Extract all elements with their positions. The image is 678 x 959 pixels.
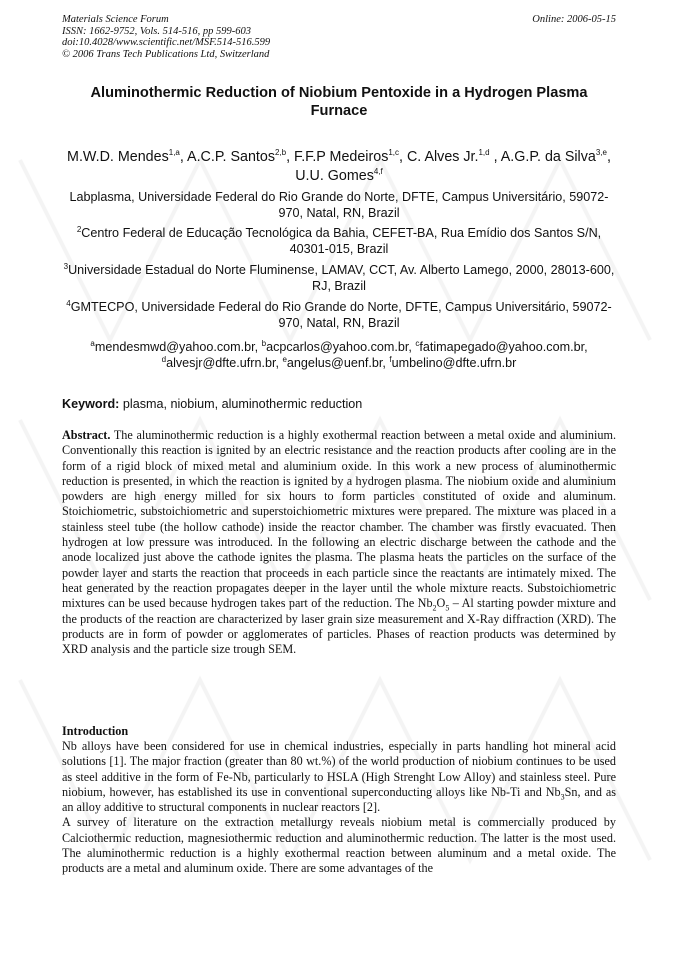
abstract-text: O (436, 596, 446, 611)
abstract-text: – Al starting powder mixture and the products of the reaction are characterized by laser grain size measurement and X-Ray diffraction (XRD). The products are in form of powder or agglomerates of particles. Phases of reaction products was determined by XRD analysis and the particle size trough SEM. (62, 596, 616, 657)
author-sup: 2,b (274, 148, 287, 158)
author-sup: 3,e (595, 148, 607, 158)
affiliation-4 (62, 300, 616, 331)
introduction-paragraph (62, 739, 616, 815)
online-date: Online: 2006-05-15 (532, 14, 616, 25)
subscript: 3 (560, 792, 565, 802)
abstract-label: Abstract. (62, 428, 111, 442)
email-list (62, 340, 616, 371)
affiliation-1 (62, 190, 616, 221)
email-sup: f (389, 354, 392, 364)
issn-line: ISSN: 1662-9752, Vols. 514-516, pp 599-603 (62, 25, 251, 37)
subscript: 5 (445, 603, 450, 613)
affiliation-2 (62, 226, 616, 257)
author-sup: 1,d (478, 148, 490, 158)
author-name: , A.G.P. da Silva (489, 149, 596, 165)
email-link[interactable]: angelus@uenf.br, (286, 355, 390, 370)
introduction-body (62, 739, 616, 877)
email-link[interactable]: alvesjr@dfte.ufrn.br, (166, 355, 283, 370)
keyword-label: Keyword: (62, 397, 120, 411)
keyword-text: plasma, niobium, aluminothermic reduction (119, 397, 363, 411)
author-sup: 1,a (168, 148, 180, 158)
affiliation-number: 4 (66, 298, 71, 308)
email-sup: c (415, 338, 420, 348)
email-link[interactable]: mendesmwd@yahoo.com.br, (94, 340, 262, 354)
introduction-text: Nb alloys have been considered for use in chemical industries, especially in parts handling hot mineral acid solutions [1]. The major fraction (greater than 80 wt.%) of the world production of niobium continues to be used as steel additive in the form of Fe-Nb, particularly to HSLA (High Strenght Low Alloy) and stainless steel. Pure niobium, however, has established its use in conventional superconducting alloys like Nb-Ti and Nb (62, 739, 616, 799)
email-sup: e (282, 354, 287, 364)
introduction-heading: Introduction (62, 724, 129, 738)
author-name: M.W.D. Mendes (67, 149, 169, 165)
email-link[interactable]: umbelino@dfte.ufrn.br (391, 355, 517, 370)
email-sup: d (161, 354, 167, 364)
author-name: , F.F.P Medeiros (286, 149, 389, 165)
email-link[interactable]: acpcarlos@yahoo.com.br, (266, 340, 416, 354)
journal-header (62, 14, 616, 60)
affiliation-3 (62, 263, 616, 294)
author-name: , U.U. Gomes (295, 149, 611, 184)
affiliation-text: GMTECPO, Universidade Federal do Rio Grande do Norte, DFTE, Campus Universitário, 59072-970, Natal, RN, Brazil (70, 300, 612, 330)
subscript: 2 (432, 603, 437, 613)
affiliation-number: 2 (76, 224, 82, 234)
author-sup: 1,c (388, 148, 400, 158)
introduction-text: Sn, and as an alloy additive to structural components in nuclear reactors [2]. (62, 784, 616, 815)
keyword-line (62, 397, 616, 411)
author-list (62, 148, 616, 186)
author-sup: 4,f (373, 167, 383, 177)
email-sup: a (90, 338, 95, 348)
author-name: , A.C.P. Santos (179, 149, 275, 165)
email-link[interactable]: fatimapegado@yahoo.com.br, (419, 340, 588, 354)
affiliation-number: 3 (63, 261, 69, 271)
email-sup: b (261, 338, 267, 348)
affiliation-text: Centro Federal de Educação Tecnológica da Bahia, CEFET-BA, Rua Emídio dos Santos S/N, 40301-015, Brazil (81, 226, 602, 256)
affiliation-text: Labplasma, Universidade Federal do Rio Grande do Norte, DFTE, Campus Universitário, 59072-970, Natal, RN, Brazil (69, 190, 609, 220)
journal-name: Materials Science Forum (62, 14, 169, 25)
abstract-text: The aluminothermic reduction is a highly exothermal reaction between a metal oxide and aluminium. Conventionally this reaction is ignited by an electric resistance and the reaction products after cooling are in the form of a rigid block of mixed metal and aluminium oxide. In this work a new process of aluminothermic reduction is presented, in which the reaction is ignited by a hydrogen plasma. The niobium oxide and aluminium powders are high energy milled for six hours to form particles constituted of oxide and aluminum. Stoichiometric, substoichiometric and superstoichiometric mixtures were prepared. The mixture was placed in a stainless steel tube (the hollow cathode) inside the reactor chamber. The chamber was firstly evacuated. Then hydrogen at low pressure was introduced. In the following an electric discharge between the cathode and the anode localized just above the cathode ignites the plasma. The plasma heats the particles on the surface of the powder layer and starts the reaction that proceeds in each particle since the reactants are intimately mixed. The heat generated by the reaction propagates deeper in the layer until the whole mixture reacts. Substoichiometric mixtures can be used because hydrogen takes part of the reduction. The Nb (62, 428, 616, 611)
author-name: , C. Alves Jr. (399, 149, 479, 165)
paper-title: Aluminothermic Reduction of Niobium Pentoxide in a Hydrogen Plasma Furnace (90, 85, 588, 119)
affiliation-text: Universidade Estadual do Norte Fluminense, LAMAV, CCT, Av. Alberto Lamego, 2000, 28013-600, RJ, Brazil (68, 263, 615, 293)
introduction-paragraph: A survey of literature on the extraction metallurgy reveals niobium metal is commercially produced by Calciothermic reduction, magnesiothermic reduction and aluminothermic reduction. The latter is the most used. The aluminothermic reduction is a highly exothermal reaction between aluminum and a metal oxide. The products are a metal and aluminum oxide. There are some advantages of the (62, 815, 616, 876)
abstract-paragraph (62, 428, 616, 657)
doi-line: doi:10.4028/www.scientific.net/MSF.514-516.599 (62, 37, 271, 48)
copyright-line: © 2006 Trans Tech Publications Ltd, Switzerland (62, 48, 270, 60)
